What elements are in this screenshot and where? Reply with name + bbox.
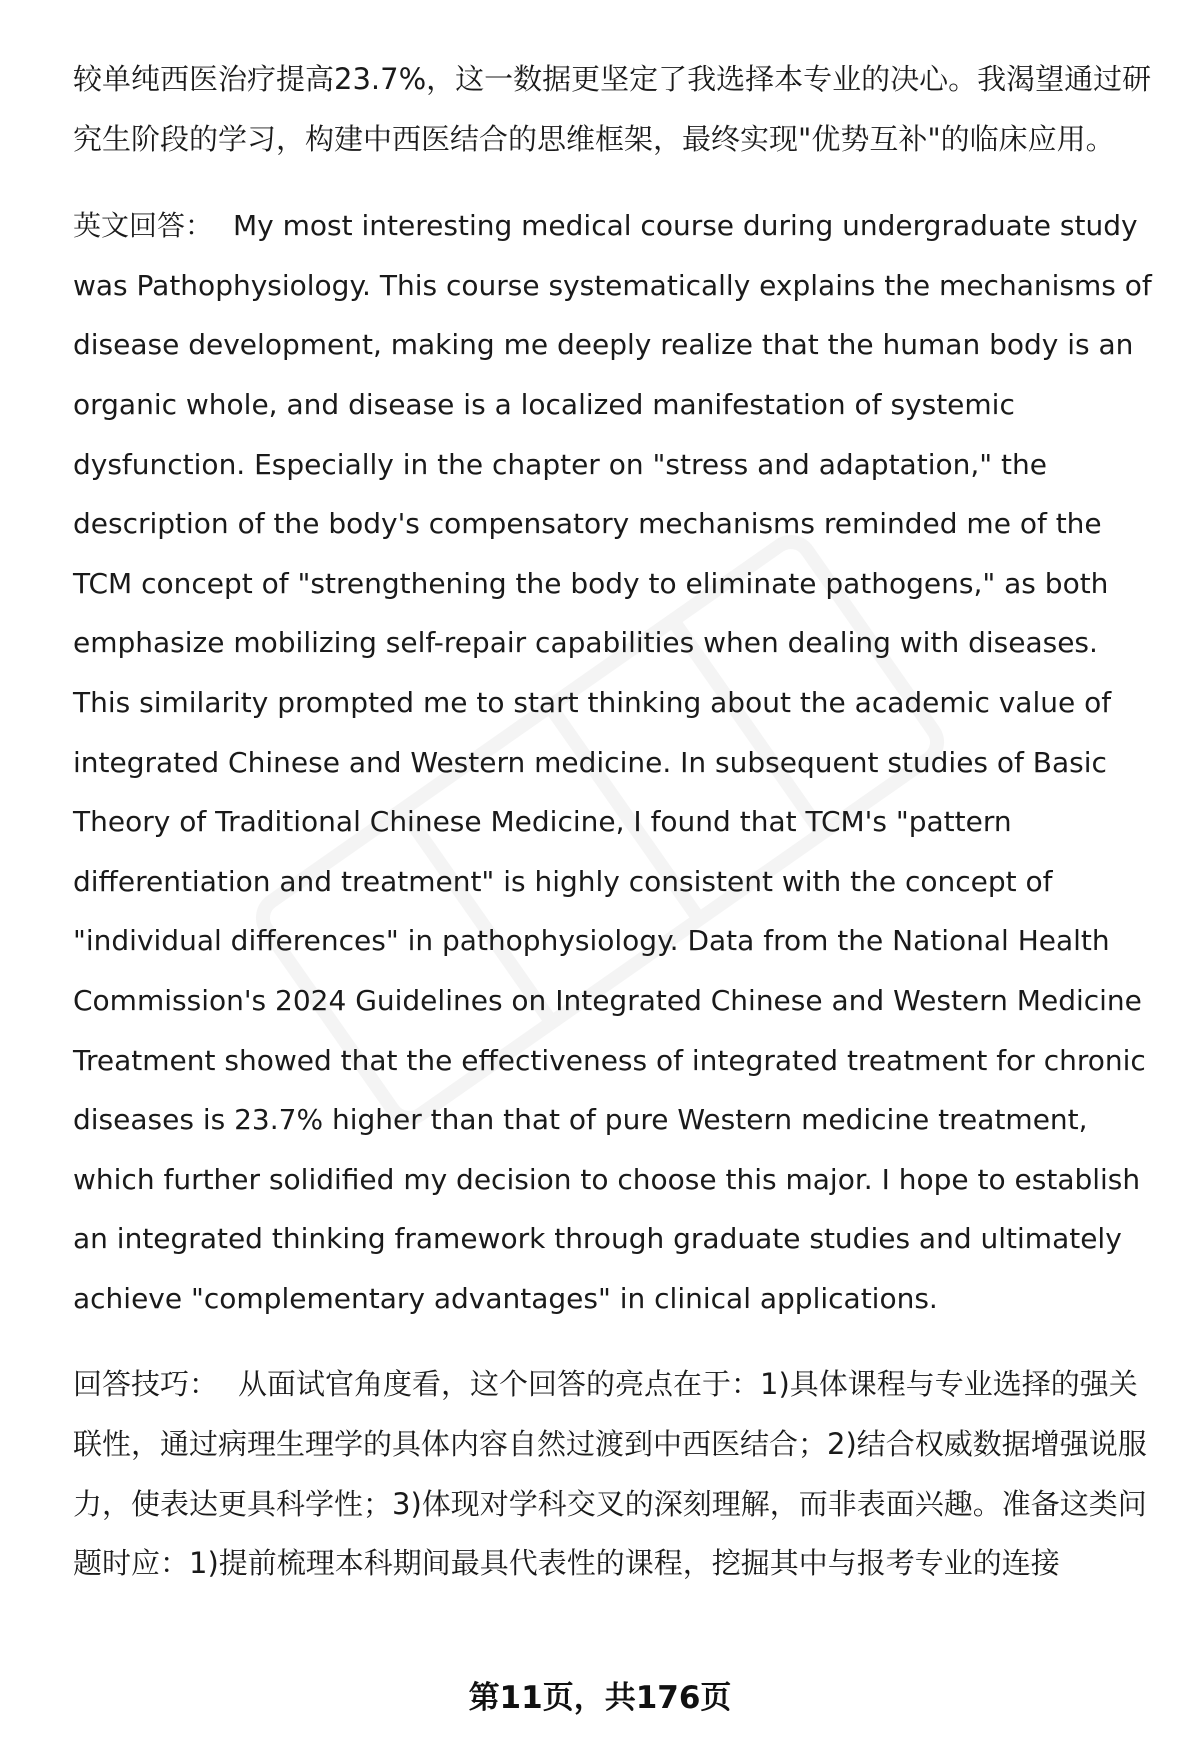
document-body xyxy=(73,50,1153,1594)
answer-tips-text: 从面试官角度看，这个回答的亮点在于：1)具体课程与专业选择的强关联性，通过病理生理学的具体内容自然过渡到中西医结合；2)结合权威数据增强说服力，使表达更具科学性；3)体现对学科交叉的深刻理解，而非表面兴趣。准备这类问题时应：1)提前梳理本科期间最具代表性的课程，挖掘其中与报考专业的连接 xyxy=(73,1367,1147,1581)
page-number-footer: 第11页，共176页 xyxy=(468,1680,732,1716)
paragraph-english-answer xyxy=(73,196,1153,1328)
paragraph-text: 较单纯西医治疗提高23.7%，这一数据更坚定了我选择本专业的决心。我渴望通过研究生阶段的学习，构建中西医结合的思维框架，最终实现"优势互补"的临床应用。 xyxy=(73,62,1152,156)
english-answer-text: My most interesting medical course during undergraduate study was Pathophysiology. This course systematically explains the mechanisms of disease development, making me deeply realize that the human body is an organic whole, and disease is a localized manifestation of systemic dysfunction. Especially in the chapter on "stress and adaptation," the description of the body's compensatory mechanisms reminded me of the TCM concept of "strengthening the body to eliminate pathogens," as both emphasize mobilizing self-repair capabilities when dealing with diseases. This similarity prompted me to start thinking about the academic value of integrated Chinese and Western medicine. In subsequent studies of Basic Theory of Traditional Chinese Medicine, I found that TCM's "pattern differentiation and treatment" is highly consistent with the concept of "individual differences" in pathophysiology. Data from the National Health Commission's 2024 Guidelines on Integrated Chinese and Western Medicine Treatment showed that the effectiveness of integrated treatment for chronic diseases is 23.7% higher than that of pure Western medicine treatment, which further solidified my decision to choose this major. I hope to establish an integrated thinking framework through graduate studies and ultimately achieve "complementary advantages" in clinical applications. xyxy=(73,209,1152,1315)
answer-tips-label: 回答技巧： xyxy=(73,1367,219,1402)
english-answer-label: 英文回答： xyxy=(73,209,214,243)
paragraph-answer-tips xyxy=(73,1355,1153,1593)
paragraph-chinese-continuation xyxy=(73,50,1153,169)
